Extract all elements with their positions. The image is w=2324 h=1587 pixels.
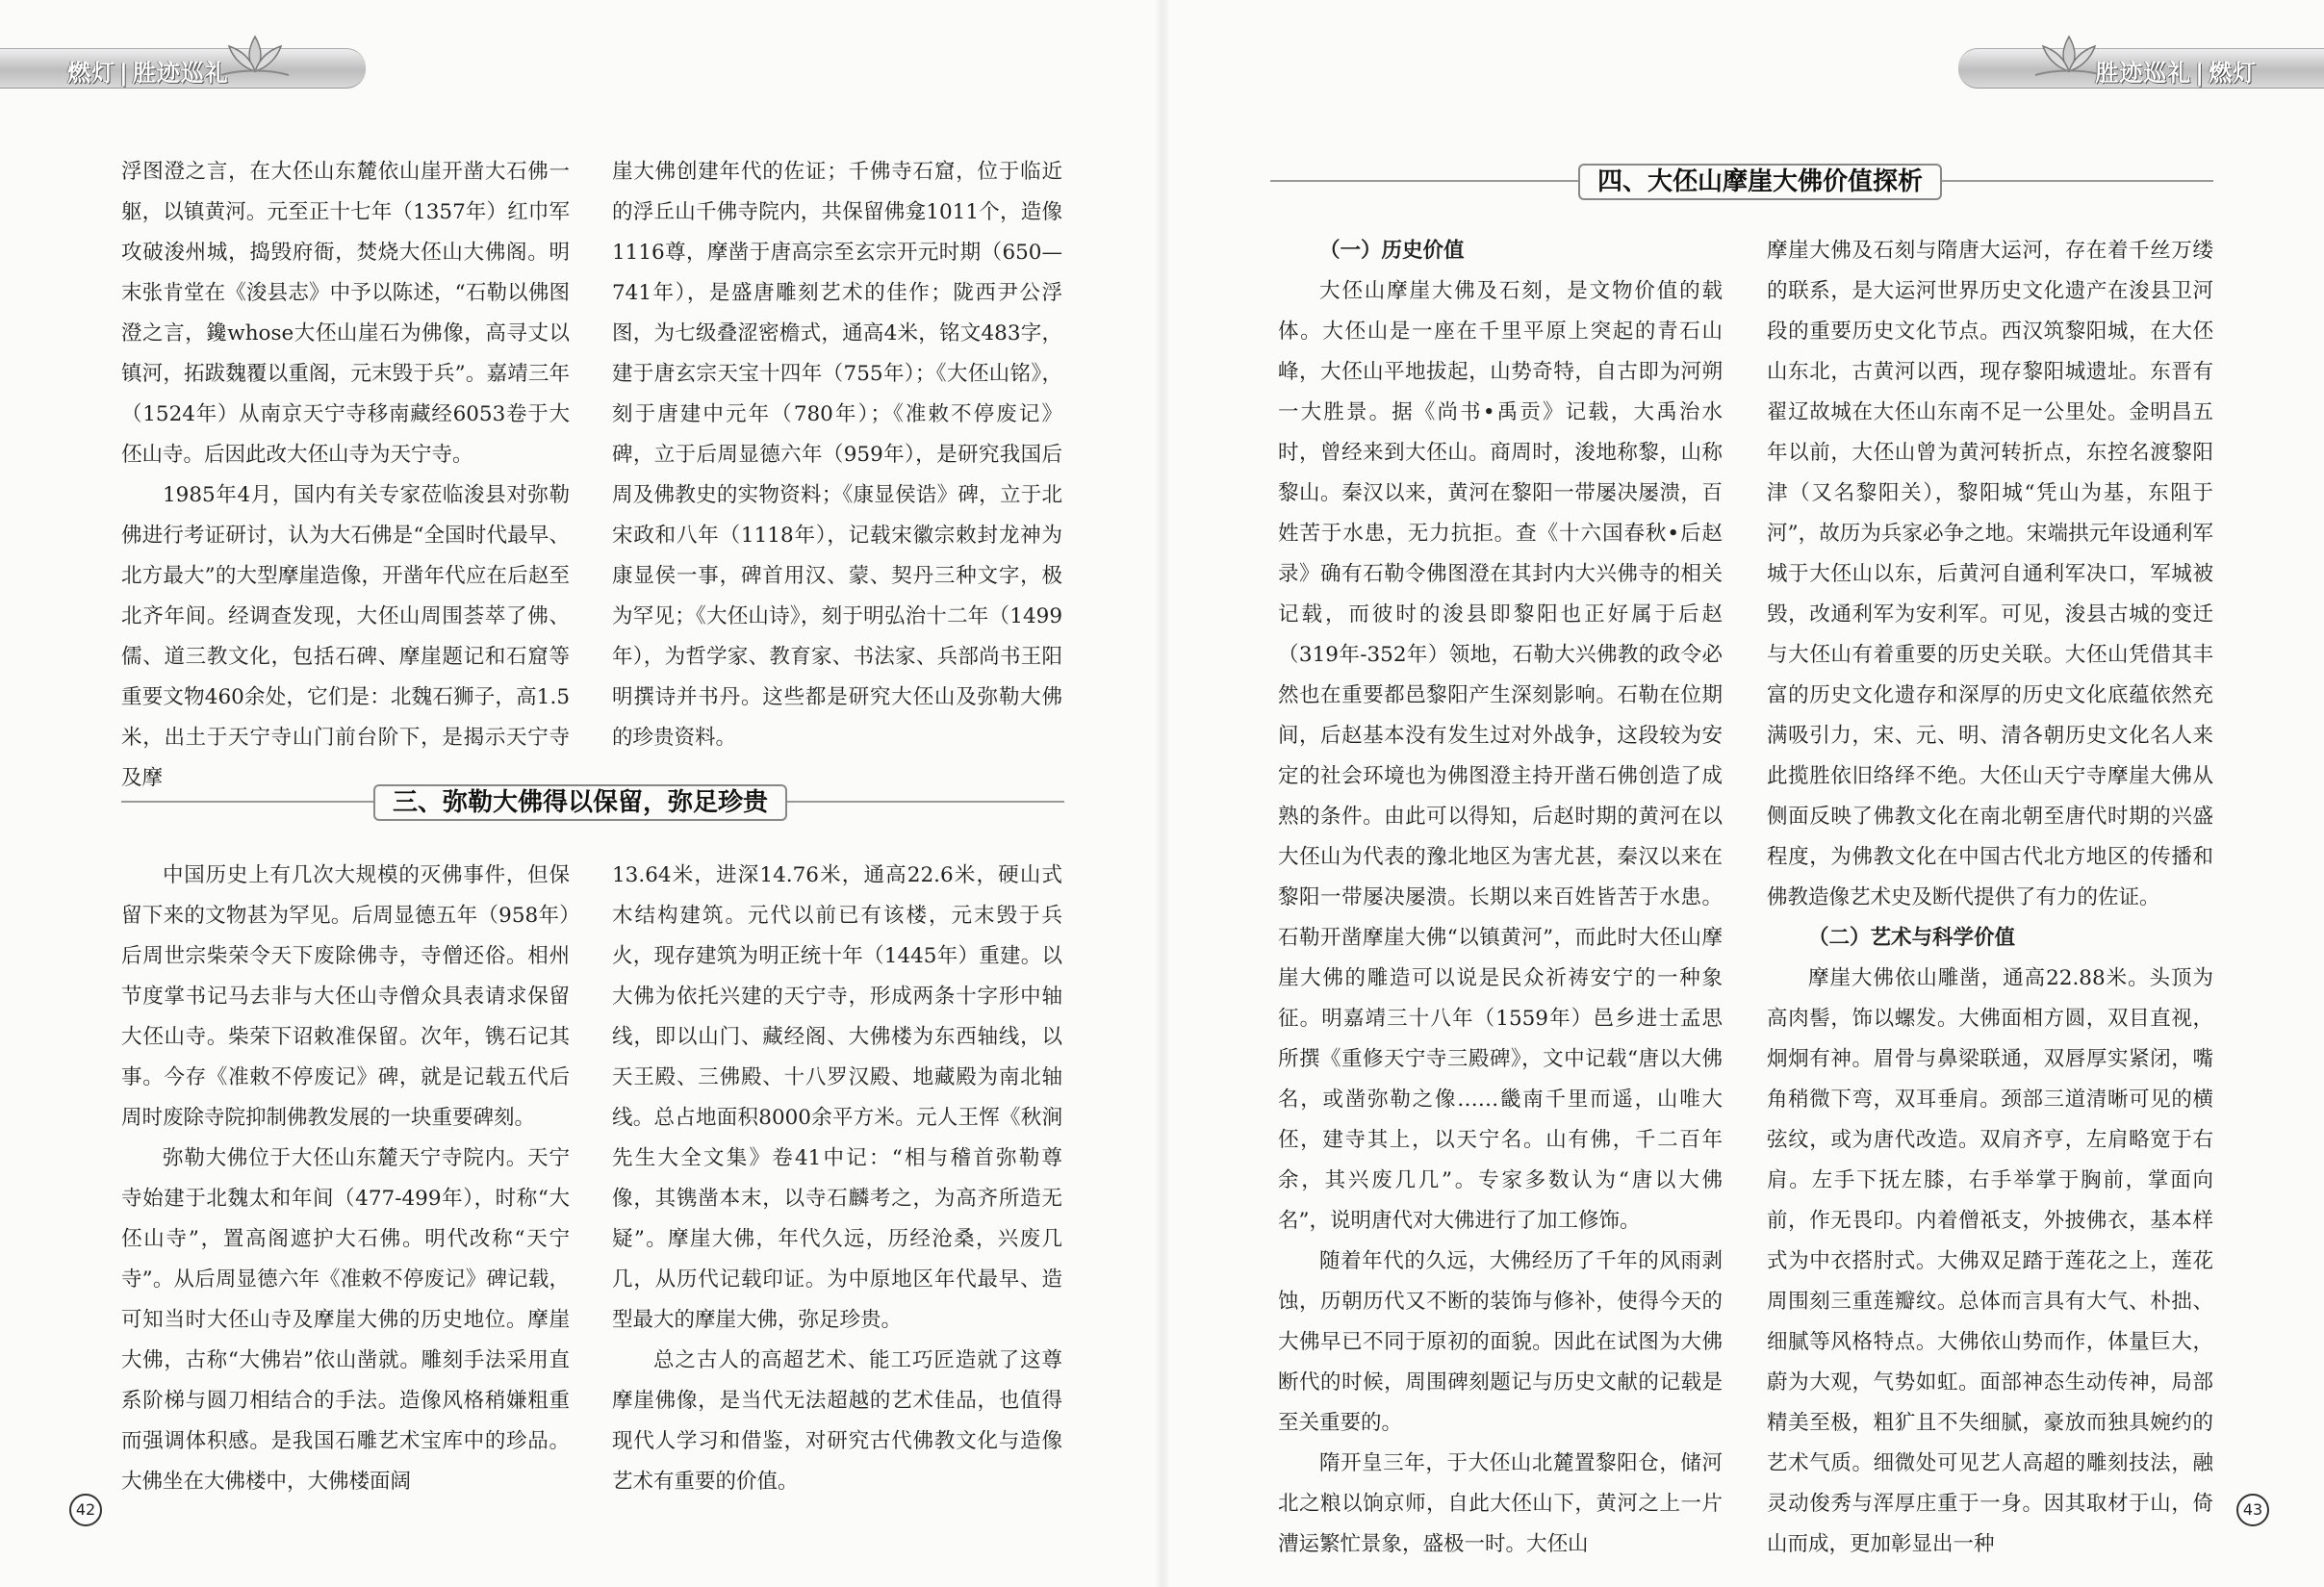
- header-part1: 胜迹巡礼: [2095, 60, 2192, 87]
- right-col1: [1278, 231, 1723, 1565]
- header-separator: |: [119, 60, 129, 87]
- page-number-left: 42: [69, 1494, 102, 1526]
- paragraph: 崖大佛创建年代的佐证；千佛寺石窟，位于临近的浮丘山千佛寺院内，共保留佛龛1011个，造像1116尊，摩凿于唐高宗至玄宗开元时期（650—741年），是盛唐雕刻艺术的佳作；陇西尹公浮图，为七级叠涩密檐式，通高4米，铭文483字，建于唐玄宗天宝十四年（755年）；《大伾山铭》，刻于唐建中元年（780年）；《准敕不停废记》碑，立于后周显德六年（959年），是研究我国后周及佛教史的实物资料；《康显侯诰》碑，立于北宋政和八年（1118年），记载宋徽宗敕封龙神为康显侯一事，碑首用汉、蒙、契丹三种文字，极为罕见；《大伾山诗》，刻于明弘治十二年（1499年），为哲学家、教育家、书法家、兵部尚书王阳明撰诗并书丹。这些都是研究大伾山及弥勒大佛的珍贵资料。: [612, 160, 1062, 750]
- paragraph: 13.64米，进深14.76米，通高22.6米，硬山式木结构建筑。元代以前已有该楼，元末毁于兵火，现存建筑为明正统十年（1445年）重建。以大佛为依托兴建的天宁寺，形成两条十字形中轴线，即以山门、藏经阁、大佛楼为东西轴线，以天王殿、三佛殿、十八罗汉殿、地藏殿为南北轴线。总占地面积8000余平方米。元人王恽《秋涧先生大全文集》卷41中记：“相与稽首弥勒尊像，其镌凿本末，以寺石麟考之，为高齐所造无疑”。摩崖大佛，年代久远，历经沧桑，兴废几几，从历代记载印证。为中原地区年代最早、造型最大的摩崖大佛，弥足珍贵。: [612, 863, 1062, 1332]
- paragraph: 随着年代的久远，大佛经历了千年的风雨剥蚀，历朝历代又不断的装饰与修补，使得今天的大佛早已不同于原初的面貌。因此在试图为大佛断代的时候，周围碑刻题记与历史文献的记载是至关重要的。: [1278, 1249, 1723, 1435]
- running-header: [2095, 54, 2257, 88]
- header-separator: |: [2195, 60, 2205, 87]
- paragraph: 隋开皇三年，于大伾山北麓置黎阳仓，储河北之粮以饷京师，自此大伾山下，黄河之上一片漕运繁忙景象，盛极一时。大伾山: [1278, 1451, 1723, 1556]
- left-col2-top: [612, 152, 1062, 758]
- header-part2: 燃灯: [2209, 60, 2257, 87]
- subheading-art-science: （二）艺术与科学价值: [1808, 926, 2016, 950]
- page-number-right: 43: [2236, 1494, 2269, 1526]
- left-col1-bottom: [121, 856, 570, 1502]
- paragraph: 中国历史上有几次大规模的灭佛事件，但保留下来的文物甚为罕见。后周显德五年（958年）后周世宗柴荣令天下废除佛寺，寺僧还俗。相州节度掌书记马去非与大伾山寺僧众具表请求保留大伾山寺。柴荣下诏敕准保留。次年，镌石记其事。今存《准敕不停废记》碑，就是记载五代后周时废除寺院抑制佛教发展的一块重要碑刻。: [121, 863, 570, 1130]
- paragraph: 1985年4月，国内有关专家莅临浚县对弥勒佛进行考证研讨，认为大石佛是“全国时代最早、北方最大”的大型摩崖造像，开凿年代应在后赵至北齐年间。经调查发现，大伾山周围荟萃了佛、儒、道三教文化，包括石碑、摩崖题记和石窟等重要文物460余处，它们是：北魏石狮子，高1.5米，出土于天宁寺山门前台阶下，是揭示天宁寺及摩: [121, 483, 570, 790]
- paragraph: 摩崖大佛依山雕凿，通高22.88米。头顶为高肉髻，饰以螺发。大佛面相方圆，双目直视，炯炯有神。眉骨与鼻梁联通，双唇厚实紧闭，嘴角稍微下弯，双耳垂肩。颈部三道清晰可见的横弦纹，或为唐代改造。双肩齐亨，左肩略宽于右肩。左手下抚左膝，右手举掌于胸前，掌面向前，作无畏印。内着僧祇支，外披佛衣，基本样式为中衣搭肘式。大佛双足踏于莲花之上，莲花周围刻三重莲瓣纹。总体而言具有大气、朴拙、细腻等风格特点。大佛依山势而作，体量巨大，蔚为大观，气势如虹。面部神态生动传神，局部精美至极，粗犷且不失细腻，豪放而独具婉约的艺术气质。细微处可见艺人高超的雕刻技法，融灵动俊秀与浑厚庄重于一身。因其取材于山，倚山而成，更加彰显出一种: [1767, 966, 2213, 1556]
- paragraph: 总之古人的高超艺术、能工巧匠造就了这尊摩崖佛像，是当代无法超越的艺术佳品，也值得现代人学习和借鉴，对研究古代佛教文化与造像艺术有重要的价值。: [612, 1348, 1062, 1494]
- right-page: [1162, 0, 2324, 1587]
- paragraph: 弥勒大佛位于大伾山东麓天宁寺院内。天宁寺始建于北魏太和年间（477-499年），时称“大伾山寺”，置高阁遮护大石佛。明代改称“天宁寺”。从后周显德六年《准敕不停废记》碑记载，可知当时大伾山寺及摩崖大佛的历史地位。摩崖大佛，古称“大佛岩”依山凿就。雕刻手法采用直系阶梯与圆刀相结合的手法。造像风格稍嫌粗重而强调体积感。是我国石雕艺术宝库中的珍品。大佛坐在大佛楼中，大佛楼面阔: [121, 1146, 570, 1494]
- subheading-history: （一）历史价值: [1319, 239, 1465, 263]
- header-part2: 胜迹巡礼: [132, 60, 229, 87]
- section-bar-3: [121, 784, 1064, 819]
- section-bar-4: [1270, 164, 2213, 198]
- left-col1-top: [121, 152, 570, 799]
- paragraph: 摩崖大佛及石刻与隋唐大运河，存在着千丝万缕的联系，是大运河世界历史文化遗产在浚县卫河段的重要历史文化节点。西汉筑黎阳城，在大伾山东北，古黄河以西，现存黎阳城遗址。东晋有翟辽故城在大伾山东南不足一公里处。金明昌五年以前，大伾山曾为黄河转折点，东控名渡黎阳津（又名黎阳关），黎阳城“凭山为基，东阻于河”，故历为兵家必争之地。宋端拱元年设通利军城于大伾山以东，后黄河自通利军决口，军城被毁，改通利军为安利军。可见，浚县古城的变迁与大伾山有着重要的历史关联。大伾山凭借其丰富的历史文化遗存和深厚的历史文化底蕴依然充满吸引力，宋、元、明、清各朝历史文化名人来此揽胜依旧络绎不绝。大伾山天宁寺摩崖大佛从侧面反映了佛教文化在南北朝至唐代时期的兴盛程度，为佛教文化在中国古代北方地区的传播和佛教造像艺术史及断代提供了有力的佐证。: [1767, 239, 2213, 909]
- right-col2: [1767, 231, 2213, 1565]
- paragraph: 大伾山摩崖大佛及石刻，是文物价值的载体。大伾山是一座在千里平原上突起的青石山峰，大伾山平地拔起，山势奇特，自古即为河朔一大胜景。据《尚书•禹贡》记载，大禹治水时，曾经来到大伾山。商周时，浚地称黎，山称黎山。秦汉以来，黄河在黎阳一带屡决屡溃，百姓苦于水患，无力抗拒。查《十六国春秋•后赵录》确有石勒令佛图澄在其封内大兴佛寺的相关记载，而彼时的浚县即黎阳也正好属于后赵（319年-352年）领地，石勒大兴佛教的政令必然也在重要都邑黎阳产生深刻影响。石勒在位期间，后赵基本没有发生过对外战争，这段较为安定的社会环境也为佛图澄主持开凿石佛创造了成熟的条件。由此可以得知，后赵时期的黄河在以大伾山为代表的豫北地区为害尤甚，秦汉以来在黎阳一带屡决屡溃。长期以来百姓皆苦于水患。石勒开凿摩崖大佛“以镇黄河”，而此时大伾山摩崖大佛的雕造可以说是民众祈祷安宁的一种象征。明嘉靖三十八年（1559年）邑乡进士孟思所撰《重修天宁寺三殿碑》，文中记载“唐以大佛名，或凿弥勒之像……畿南千里而遥，山唯大伾，建寺其上，以天宁名。山有佛，千二百年余，其兴废几几”。专家多数认为“唐以大佛名”，说明唐代对大佛进行了加工修饰。: [1278, 279, 1723, 1233]
- header-part1: 燃灯: [67, 60, 115, 87]
- left-col2-bottom: [612, 856, 1062, 1502]
- section-title: 四、大伾山摩崖大佛价值探析: [1578, 164, 1942, 200]
- running-header: [67, 54, 229, 88]
- paragraph: 浮图澄之言，在大伾山东麓依山崖开凿大石佛一躯，以镇黄河。元至正十七年（1357年）红巾军攻破浚州城，捣毁府衙，焚烧大伾山大佛阁。明末张肯堂在《浚县志》中予以陈述，“石勒以佛图澄之言，鑱whose大伾山崖石为佛像，高寻丈以镇河，拓跋魏覆以重阁，元末毁于兵”。嘉靖三年（1524年）从南京天宁寺移南藏经6053卷于大伾山寺。后因此改大伾山寺为天宁寺。: [121, 160, 570, 467]
- section-title: 三、弥勒大佛得以保留，弥足珍贵: [373, 784, 787, 821]
